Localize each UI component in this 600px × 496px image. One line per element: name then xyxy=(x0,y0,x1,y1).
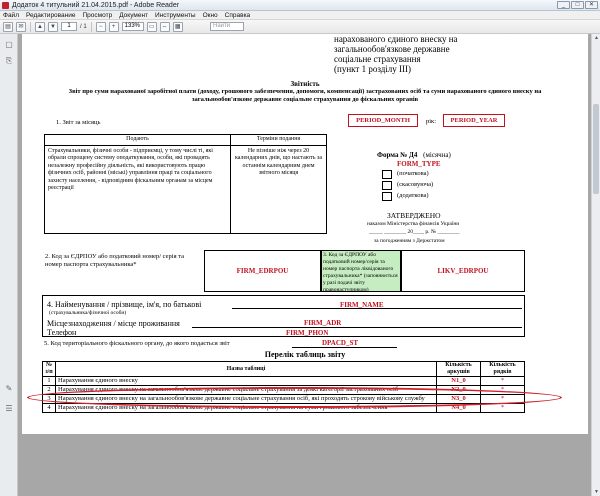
document-viewport[interactable] xyxy=(18,34,591,496)
section4-label: 4. Найменування / прізвище, ім'я, по батькові xyxy=(47,300,202,309)
page-number-input[interactable]: 1 xyxy=(61,22,77,31)
menu-view[interactable]: Просмотр xyxy=(82,11,113,19)
form-label xyxy=(377,151,451,159)
print-icon[interactable]: ▤ xyxy=(3,22,13,32)
vertical-scrollbar[interactable] xyxy=(591,34,600,496)
table-row xyxy=(43,404,525,413)
section5-label: 5. Код територіального фіскального органу, до якого подається звіт xyxy=(44,340,230,347)
row-sheets-field[interactable]: N1_0 xyxy=(437,377,481,386)
toolbar-divider xyxy=(30,22,31,32)
location-underline xyxy=(192,327,522,328)
col-header-num: № з/п xyxy=(43,362,56,377)
row-num: 4 xyxy=(43,404,56,413)
table-header: Терміни подання xyxy=(231,135,327,146)
form-type-field[interactable]: FORM_TYPE xyxy=(397,160,441,168)
approved-title: ЗАТВЕРДЖЕНО xyxy=(387,211,441,220)
firm-edrpou-field: FIRM_EDRPOU xyxy=(236,267,289,275)
form-period: (місячна) xyxy=(423,151,451,159)
deadline-cell: Не пізніше ніж через 20 календарних днів, що настають за останнім календарним днем звітного місяця xyxy=(231,145,327,233)
firm-address-field[interactable]: FIRM_ADR xyxy=(304,319,342,327)
table-row xyxy=(43,377,525,386)
pdf-page xyxy=(22,34,588,434)
signatures-panel-icon[interactable]: ✎ xyxy=(5,384,13,393)
menu-bar xyxy=(0,11,600,20)
header-line: (пункт 1 розділу ІІІ) xyxy=(334,64,412,74)
firm-edrpou-box[interactable] xyxy=(204,250,321,292)
approved-line: за погодженням з Держстатом xyxy=(374,238,445,244)
row-name: Нарахування єдиного внеску на загальнообов'язкове державне соціальне страхування на суми грошового забезпечення xyxy=(56,404,437,413)
menu-file[interactable]: Файл xyxy=(3,11,19,19)
firm-phone-field[interactable]: FIRM_PHON xyxy=(286,329,329,337)
row-name: Нарахування єдиного внеску на загальнообов'язкове державне соціальне страхування за деякі категорії застрахованих осіб xyxy=(56,386,437,395)
find-input[interactable]: Найти xyxy=(210,22,244,31)
period-year-field[interactable]: PERIOD_YEAR xyxy=(443,114,505,127)
row-name: Нарахування єдиного внеску на загальнообов'язкове державне соціальне страхування осіб, які проходять строкову військову службу xyxy=(56,395,437,404)
next-page-icon[interactable]: ▼ xyxy=(48,22,58,32)
adobe-reader-icon xyxy=(2,2,9,9)
table-row xyxy=(43,386,525,395)
window-title: Додаток 4 титульний 21.04.2015.pdf - Adobe Reader xyxy=(12,1,180,9)
likv-edrpou-field: LIKV_EDRPOU xyxy=(437,267,489,275)
previous-page-icon[interactable]: ▲ xyxy=(35,22,45,32)
page-total: / 1 xyxy=(80,23,87,30)
row-num: 1 xyxy=(43,377,56,386)
scroll-down-icon[interactable]: ▼ xyxy=(594,489,599,495)
window-titlebar xyxy=(0,0,600,11)
col-header-name: Назва таблиці xyxy=(56,362,437,377)
close-button[interactable]: ✕ xyxy=(585,1,598,9)
comments-panel-icon[interactable]: ☰ xyxy=(5,404,13,413)
approved-line: наказом Міністерства фінансів України xyxy=(367,221,460,227)
col-header-sheets: Кількість аркушів xyxy=(437,362,481,377)
toolbar xyxy=(0,20,600,34)
email-icon[interactable]: ✉ xyxy=(16,22,26,32)
window-controls xyxy=(557,1,598,9)
header-line: загальнообов'язкове державне xyxy=(334,44,450,54)
maximize-button[interactable]: □ xyxy=(571,1,584,9)
row-sheets-field[interactable]: N4_0 xyxy=(437,404,481,413)
minimize-button[interactable]: _ xyxy=(557,1,570,9)
menu-tools[interactable]: Инструменты xyxy=(155,11,196,19)
dpacd-underline xyxy=(292,347,397,348)
table-header: Подають xyxy=(45,135,231,146)
report-title: Звітність xyxy=(290,80,320,88)
section3-label: 3. Код за ЄДРПОУ або податковий номер/серія та номер паспорта ліквідованого страхувальника* (заповнюється у разі подачі звіту правонаступником) xyxy=(321,250,401,292)
row-num: 3 xyxy=(43,395,56,404)
scroll-up-icon[interactable]: ▲ xyxy=(594,35,599,41)
period-month-field[interactable]: PERIOD_MONTH xyxy=(348,114,418,127)
menu-help[interactable]: Справка xyxy=(224,11,251,19)
report-subtitle: Звіт про суми нарахованої заробітної плати (доходу, грошового забезпечення, допомоги, компенсації) застрахованих осіб та суми нарахованого єдиного внеску на загальнообов'язкове державне соціальне страхування до фіскальних органів xyxy=(68,88,542,103)
year-label: рік: xyxy=(426,118,437,125)
location-label: Місцезнаходження / місце проживання xyxy=(47,319,180,328)
initial-option-label: (початкова) xyxy=(397,170,429,177)
pages-panel-icon[interactable]: ▢ xyxy=(5,40,13,49)
appendix-header xyxy=(334,34,554,74)
report-tables-list xyxy=(42,361,525,413)
scrollbar-thumb[interactable] xyxy=(593,104,599,194)
header-line: соціальне страхування xyxy=(334,54,421,64)
zoom-select[interactable]: 133% xyxy=(122,22,144,31)
col-header-rows: Кількість рядків xyxy=(481,362,525,377)
likv-edrpou-box[interactable] xyxy=(401,250,525,292)
attachments-panel-icon[interactable]: ⎘ xyxy=(5,56,13,65)
menu-edit[interactable]: Редактирование xyxy=(25,11,76,19)
zoom-out-icon[interactable]: − xyxy=(96,22,106,32)
section4-note: (страхувальника/фізичної особи) xyxy=(49,310,127,316)
cancelling-checkbox[interactable] xyxy=(382,181,392,190)
fit-width-icon[interactable]: ⇔ xyxy=(161,23,168,30)
row-rows-field[interactable]: * xyxy=(481,395,525,404)
read-mode-icon[interactable]: ▦ xyxy=(173,22,183,32)
initial-checkbox[interactable] xyxy=(382,170,392,179)
row-rows-field[interactable]: * xyxy=(481,386,525,395)
row-sheets-field[interactable]: N3_0 xyxy=(437,395,481,404)
row-rows-field[interactable]: * xyxy=(481,377,525,386)
table-row xyxy=(43,395,525,404)
section2-label: 2. Код за ЄДРПОУ або податковий номер/ серія та номер паспорта страхувальника* xyxy=(45,253,184,268)
row-name: Нарахування єдиного внеску xyxy=(56,377,437,386)
section1-label: 1. Звіт за місяць xyxy=(56,119,101,126)
fit-page-icon[interactable]: ▭ xyxy=(147,22,157,32)
list-title: Перелік таблиць звіту xyxy=(264,350,346,359)
menu-window[interactable]: Окно xyxy=(202,11,218,19)
approved-line: _____ ________ 20____ р. № ________ xyxy=(369,229,460,235)
dpacd-field[interactable]: DPACD_ST xyxy=(322,339,359,347)
phone-label: Телефон xyxy=(47,328,77,337)
form-number: Форма № Д4 xyxy=(377,151,418,159)
phone-underline xyxy=(84,336,304,337)
zoom-in-icon[interactable]: + xyxy=(109,22,119,32)
submitters-cell: Страхувальники, фізичні особи - підприємці, у тому числі ті, які обрали спрощену систему оподаткування, особи, які провадять незалежну професійну діяльність, які використовують працю фізичних осіб, районні (міські) управління праці та соціального захисту населення, - відповідним фіскальним органам за місцем реєстрації xyxy=(45,145,231,233)
additional-option-label: (додаткова) xyxy=(397,192,429,199)
row-num: 2 xyxy=(43,386,56,395)
toolbar-divider xyxy=(91,22,92,32)
additional-checkbox[interactable] xyxy=(382,192,392,201)
firm-name-field[interactable]: FIRM_NAME xyxy=(340,301,384,309)
menu-document[interactable]: Документ xyxy=(119,11,149,19)
header-line: нарахованого єдиного внеску на xyxy=(334,34,458,44)
submission-terms-table xyxy=(44,134,327,234)
cancelling-option-label: (скасовуюча) xyxy=(397,181,434,188)
row-sheets-field[interactable]: N2_0 xyxy=(437,386,481,395)
navigation-pane xyxy=(0,34,18,496)
row-rows-field[interactable]: * xyxy=(481,404,525,413)
